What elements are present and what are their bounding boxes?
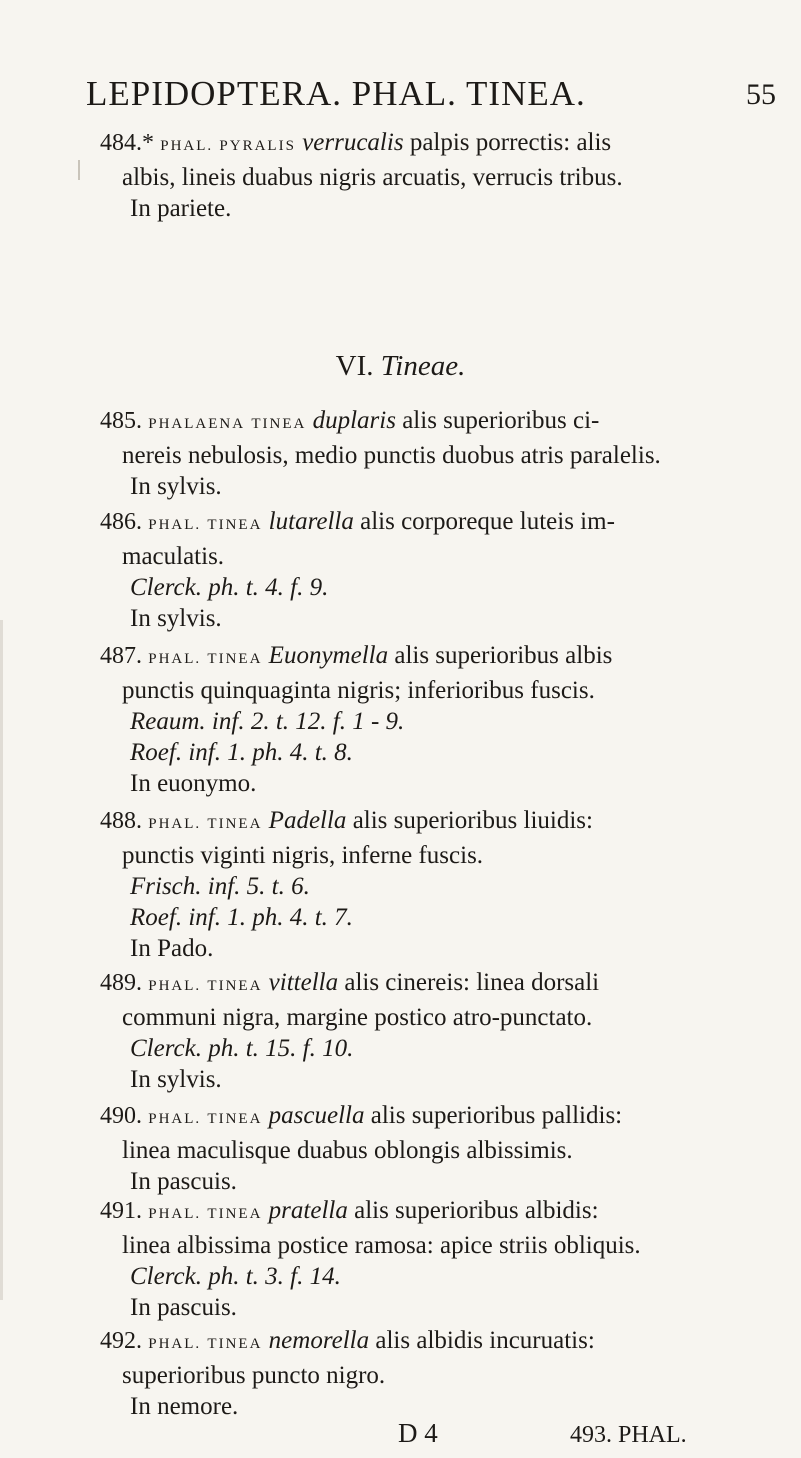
paper-stain [78, 160, 80, 180]
species-group: TINEA [207, 651, 263, 667]
entry-485 [100, 405, 770, 502]
genus: PHAL. [148, 816, 202, 832]
species-name: pratella [268, 1197, 348, 1224]
description-continued: punctis quinquaginta nigris; inferioribus fuscis. [122, 677, 595, 704]
entry-line [100, 1325, 770, 1360]
habitat: In pascuis. [130, 1168, 237, 1195]
species-group: TINEA [207, 1206, 263, 1222]
description-continued: punctis viginti nigris, inferne fuscis. [122, 842, 484, 869]
section-name: Tineae. [380, 350, 466, 382]
entry-489 [100, 967, 770, 1095]
genus: PHAL. [148, 1111, 202, 1127]
entry-number: 492. [100, 1328, 142, 1354]
species-name: vittella [268, 969, 339, 996]
running-header [86, 74, 776, 120]
description: alis corporeque luteis im- [360, 508, 615, 535]
running-title: LEPIDOPTERA. PHAL. TINEA. [86, 74, 586, 113]
description-continued: linea maculisque duabus oblongis albissimis. [122, 1137, 573, 1164]
reference: Clerck. ph. t. 15. f. 10. [130, 1035, 354, 1062]
description-continued: albis, lineis duabus nigris arcuatis, verrucis tribus. [122, 164, 623, 191]
species-name: Padella [268, 807, 347, 834]
description-continued: communi nigra, margine postico atro-punctato. [122, 1004, 593, 1031]
entry-number: 488. [100, 808, 142, 834]
entry-line [100, 1100, 770, 1135]
reference: Roef. inf. 1. ph. 4. t. 7. [130, 904, 353, 931]
entry-488 [100, 805, 770, 964]
description: alis superioribus albidis: [354, 1197, 599, 1224]
entry-line [100, 640, 770, 675]
genus: PHAL. [148, 978, 202, 994]
genus: PHAL. [148, 517, 202, 533]
genus: PHAL. [148, 651, 202, 667]
species-name: nemorella [268, 1327, 370, 1354]
entry-line [100, 805, 770, 840]
reference: Clerck. ph. t. 3. f. 14. [130, 1263, 341, 1290]
entry-491 [100, 1195, 770, 1323]
species-group: TINEA [207, 816, 263, 832]
entry-487 [100, 640, 770, 799]
description: palpis porrectis: alis [409, 129, 612, 156]
entry-line [100, 967, 770, 1002]
section-numeral: VI. [335, 350, 374, 382]
entry-486 [100, 506, 770, 634]
page-edge-shadow [0, 620, 3, 1300]
genus: PHAL. [148, 1206, 202, 1222]
species-group: TINEA [207, 1336, 263, 1352]
species-name: Euonymella [268, 642, 389, 669]
reference: Clerck. ph. t. 4. f. 9. [130, 574, 329, 601]
species-group: PYRALIS [219, 138, 296, 154]
habitat: In sylvis. [130, 1066, 222, 1093]
description: alis superioribus albis [394, 642, 613, 669]
section-heading [0, 350, 801, 383]
entry-number: 485. [100, 408, 142, 434]
reference: Frisch. inf. 5. t. 6. [130, 873, 310, 900]
page-number: 55 [746, 78, 776, 111]
description-continued: linea albissima postice ramosa: apice striis obliquis. [122, 1232, 641, 1259]
description: alis superioribus pallidis: [370, 1102, 623, 1129]
species-name: verrucalis [302, 129, 404, 156]
habitat: In nemore. [130, 1393, 239, 1420]
habitat: In pascuis. [130, 1294, 237, 1321]
species-group: TINEA [251, 416, 307, 432]
entry-number: 486. [100, 509, 142, 535]
entry-490 [100, 1100, 770, 1197]
description-continued: maculatis. [122, 543, 225, 570]
habitat: In pariete. [130, 195, 232, 222]
catchword: 493. PHAL. [570, 1422, 687, 1448]
reference: Roef. inf. 1. ph. 4. t. 8. [130, 739, 353, 766]
species-name: pascuella [268, 1102, 365, 1129]
species-name: duplaris [312, 407, 396, 434]
entry-line [100, 1195, 770, 1230]
description-continued: superioribus puncto nigro. [122, 1362, 386, 1389]
genus: PHALAENA [148, 416, 246, 432]
entry-484 [100, 127, 770, 224]
species-group: TINEA [207, 1111, 263, 1127]
description: alis albidis incuruatis: [375, 1327, 595, 1354]
entry-line [100, 127, 770, 162]
habitat: In sylvis. [130, 473, 222, 500]
page-footer [0, 1418, 801, 1458]
species-group: TINEA [207, 978, 263, 994]
entry-number: 484.* [100, 130, 154, 156]
entry-number: 487. [100, 643, 142, 669]
entry-number: 490. [100, 1103, 142, 1129]
description: alis superioribus ci- [402, 407, 600, 434]
genus: PHAL. [160, 138, 214, 154]
description: alis cinereis: linea dorsali [344, 969, 600, 996]
entry-number: 489. [100, 970, 142, 996]
habitat: In Pado. [130, 935, 214, 962]
description-continued: nereis nebulosis, medio punctis duobus atris paralelis. [122, 442, 661, 469]
genus: PHAL. [148, 1336, 202, 1352]
reference: Reaum. inf. 2. t. 12. f. 1 - 9. [130, 708, 405, 735]
entry-line [100, 405, 770, 440]
habitat: In sylvis. [130, 605, 222, 632]
species-group: TINEA [207, 517, 263, 533]
entry-line [100, 506, 770, 541]
description: alis superioribus liuidis: [352, 807, 593, 834]
entry-492 [100, 1325, 770, 1422]
habitat: In euonymo. [130, 770, 257, 797]
signature-mark: D 4 [398, 1418, 438, 1448]
entry-number: 491. [100, 1198, 142, 1224]
species-name: lutarella [268, 508, 354, 535]
